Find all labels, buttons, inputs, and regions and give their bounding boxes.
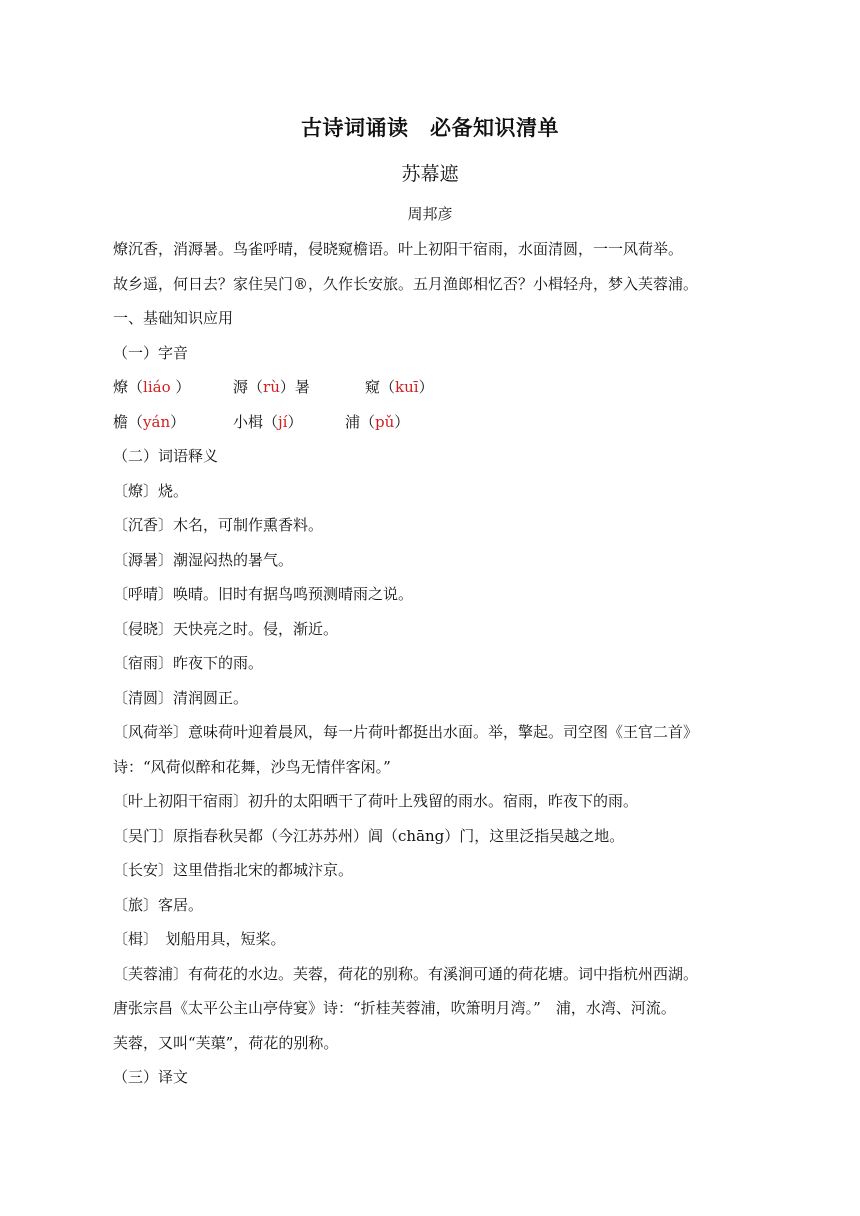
document-body [113,232,785,1095]
glossary-line: 唐张宗昌《太平公主山亭侍宴》诗：“折桂芙蓉浦，吹箫明月湾。” 浦，水湾、河流。 [113,999,676,1017]
glossary-line: 〔吴门〕原指春秋吴都（今江苏苏州）阊（chāng）门，这里泛指吴越之地。 [113,826,625,845]
poem-line: 燎沉香，消溽暑。鸟雀呼晴，侵晓窥檐语。叶上初阳干宿雨，水面清圆，一一风荷举。 [113,240,684,258]
pinyin-row [113,405,785,440]
subsection-heading: （三）译文 [113,1068,189,1086]
glossary-line: 〔侵晓〕天快亮之时。侵，渐近。 [113,619,339,638]
section-heading: 一、基础知识应用 [113,309,234,327]
glossary-line: 〔宿雨〕昨夜下的雨。 [113,654,264,672]
pinyin-item: 小楫（jí） [233,412,303,431]
glossary-line: 芙蓉，又叫“芙蕖”，荷花的别称。 [113,1033,339,1052]
subsection-heading: （二）词语释义 [113,447,219,465]
pinyin-item: 檐（yán） [113,412,186,431]
pinyin-item: 窥（kuī） [365,378,434,396]
glossary-line: 〔沉香〕木名，可制作熏香料。 [113,516,324,534]
glossary-line: 〔长安〕这里借指北宋的都城汴京。 [113,861,354,879]
poem-title: 苏幕遮 [401,163,459,185]
glossary-line: 〔楫〕 划船用具，短桨。 [113,930,286,948]
glossary-line: 〔风荷举〕意味荷叶迎着晨风，每一片荷叶都挺出水面。举，擎起。司空图《王官二首》 [113,723,699,741]
document-title: 古诗词诵读 必备知识清单 [301,116,559,140]
glossary-line: 〔叶上初阳干宿雨〕初升的太阳晒干了荷叶上残留的雨水。宿雨，昨夜下的雨。 [113,792,639,810]
glossary-line: 〔呼晴〕唤晴。旧时有据鸟鸣预测晴雨之说。 [113,585,414,603]
glossary-line: 〔清圆〕清润圆正。 [113,688,249,707]
pinyin-item: 燎（liáo ） [113,378,191,396]
poem-author: 周邦彦 [407,205,453,223]
glossary-line: 〔芙蓉浦〕有荷花的水边。芙蓉，荷花的别称。有溪涧可通的荷花塘。词中指杭州西湖。 [113,964,699,983]
pinyin-item: 浦（pǔ） [345,412,410,431]
poem-line: 故乡遥，何日去？家住吴门®，久作长安旅。五月渔郎相忆否？小楫轻舟，梦入芙蓉浦。 [113,274,699,293]
pinyin-item: 溽（rù）暑 [233,378,310,396]
subsection-heading: （一）字音 [113,343,189,362]
glossary-line: 〔旅〕客居。 [113,895,204,914]
pinyin-row [113,370,785,405]
glossary-line: 〔燎〕烧。 [113,481,189,500]
glossary-line: 〔溽暑〕潮湿闷热的暑气。 [113,550,294,569]
glossary-line: 诗：“风荷似醉和花舞，沙鸟无情伴客闲。” [113,757,391,776]
